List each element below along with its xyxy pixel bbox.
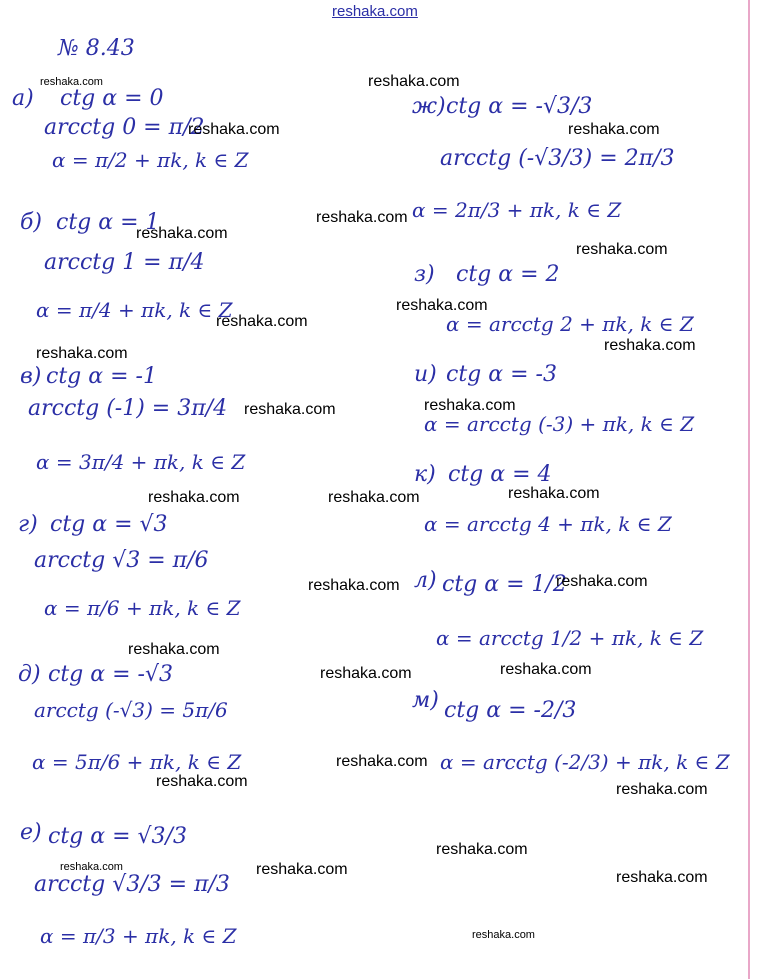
watermark: reshaka.com — [568, 121, 660, 138]
eq-i: ctg α = -3 — [446, 362, 557, 387]
label-v: в) — [20, 364, 42, 389]
label-k: к) — [414, 462, 436, 487]
inv-d: arcctg (-√3) = 5π/6 — [34, 698, 228, 722]
watermark: reshaka.com — [508, 485, 600, 502]
sol-e: α = π/3 + πk, k ∈ Z — [40, 924, 237, 948]
label-i: и) — [414, 362, 437, 387]
inv-e: arcctg √3/3 = π/3 — [34, 872, 230, 897]
sol-k: α = arcctg 4 + πk, k ∈ Z — [424, 512, 672, 536]
eq-d: ctg α = -√3 — [48, 662, 173, 687]
inv-zh: arcctg (-√3/3) = 2π/3 — [440, 146, 675, 171]
eq-zh: ctg α = -√3/3 — [446, 94, 593, 119]
sol-z: α = arcctg 2 + πk, k ∈ Z — [446, 312, 694, 336]
watermark: reshaka.com — [40, 76, 103, 88]
watermark: reshaka.com — [556, 573, 648, 590]
eq-m: ctg α = -2/3 — [444, 698, 577, 723]
label-m: м) — [412, 688, 439, 713]
watermark: reshaka.com — [472, 929, 535, 941]
watermark: reshaka.com — [60, 861, 123, 873]
sol-v: α = 3π/4 + πk, k ∈ Z — [36, 450, 246, 474]
sol-b: α = π/4 + πk, k ∈ Z — [36, 298, 233, 322]
sol-l: α = arcctg 1/2 + πk, k ∈ Z — [436, 626, 704, 650]
sol-d: α = 5π/6 + πk, k ∈ Z — [32, 750, 242, 774]
label-z: з) — [414, 262, 435, 287]
eq-b: ctg α = 1 — [56, 210, 160, 235]
sol-i: α = arcctg (-3) + πk, k ∈ Z — [424, 412, 695, 436]
watermark: reshaka.com — [128, 641, 220, 658]
eq-a: ctg α = 0 — [60, 86, 164, 111]
sol-a: α = π/2 + πk, k ∈ Z — [52, 148, 249, 172]
watermark: reshaka.com — [136, 225, 228, 242]
watermark: reshaka.com — [424, 397, 516, 414]
inv-v: arcctg (-1) = 3π/4 — [28, 396, 228, 421]
label-e: е) — [20, 820, 42, 845]
margin-line — [748, 0, 750, 979]
label-d: д) — [18, 662, 41, 687]
watermark: reshaka.com — [36, 345, 128, 362]
watermark: reshaka.com — [604, 337, 696, 354]
watermark: reshaka.com — [256, 861, 348, 878]
eq-v: ctg α = -1 — [46, 364, 157, 389]
watermark: reshaka.com — [396, 297, 488, 314]
watermark: reshaka.com — [308, 577, 400, 594]
eq-e: ctg α = √3/3 — [48, 824, 187, 849]
watermark: reshaka.com — [500, 661, 592, 678]
sol-g: α = π/6 + πk, k ∈ Z — [44, 596, 241, 620]
label-zh: ж) — [412, 94, 446, 119]
watermark: reshaka.com — [336, 753, 428, 770]
watermark: reshaka.com — [188, 121, 280, 138]
site-link[interactable]: reshaka.com — [332, 3, 418, 20]
label-a: а) — [12, 86, 34, 111]
watermark: reshaka.com — [616, 781, 708, 798]
label-l: л) — [414, 568, 437, 593]
watermark: reshaka.com — [368, 73, 460, 90]
watermark: reshaka.com — [216, 313, 308, 330]
watermark: reshaka.com — [436, 841, 528, 858]
inv-g: arcctg √3 = π/6 — [34, 548, 209, 573]
label-g: г) — [18, 512, 38, 537]
eq-g: ctg α = √3 — [50, 512, 168, 537]
eq-l: ctg α = 1/2 — [442, 572, 567, 597]
watermark: reshaka.com — [316, 209, 408, 226]
problem-number: № 8.43 — [58, 36, 135, 61]
watermark: reshaka.com — [328, 489, 420, 506]
watermark: reshaka.com — [148, 489, 240, 506]
watermark: reshaka.com — [616, 869, 708, 886]
inv-b: arcctg 1 = π/4 — [44, 250, 205, 275]
eq-k: ctg α = 4 — [448, 462, 552, 487]
sol-zh: α = 2π/3 + πk, k ∈ Z — [412, 198, 622, 222]
label-b: б) — [20, 210, 43, 235]
inv-a: arcctg 0 = π/2 — [44, 115, 205, 140]
watermark: reshaka.com — [156, 773, 248, 790]
watermark: reshaka.com — [244, 401, 336, 418]
watermark: reshaka.com — [320, 665, 412, 682]
watermark: reshaka.com — [576, 241, 668, 258]
sol-m: α = arcctg (-2/3) + πk, k ∈ Z — [440, 750, 730, 774]
eq-z: ctg α = 2 — [456, 262, 560, 287]
